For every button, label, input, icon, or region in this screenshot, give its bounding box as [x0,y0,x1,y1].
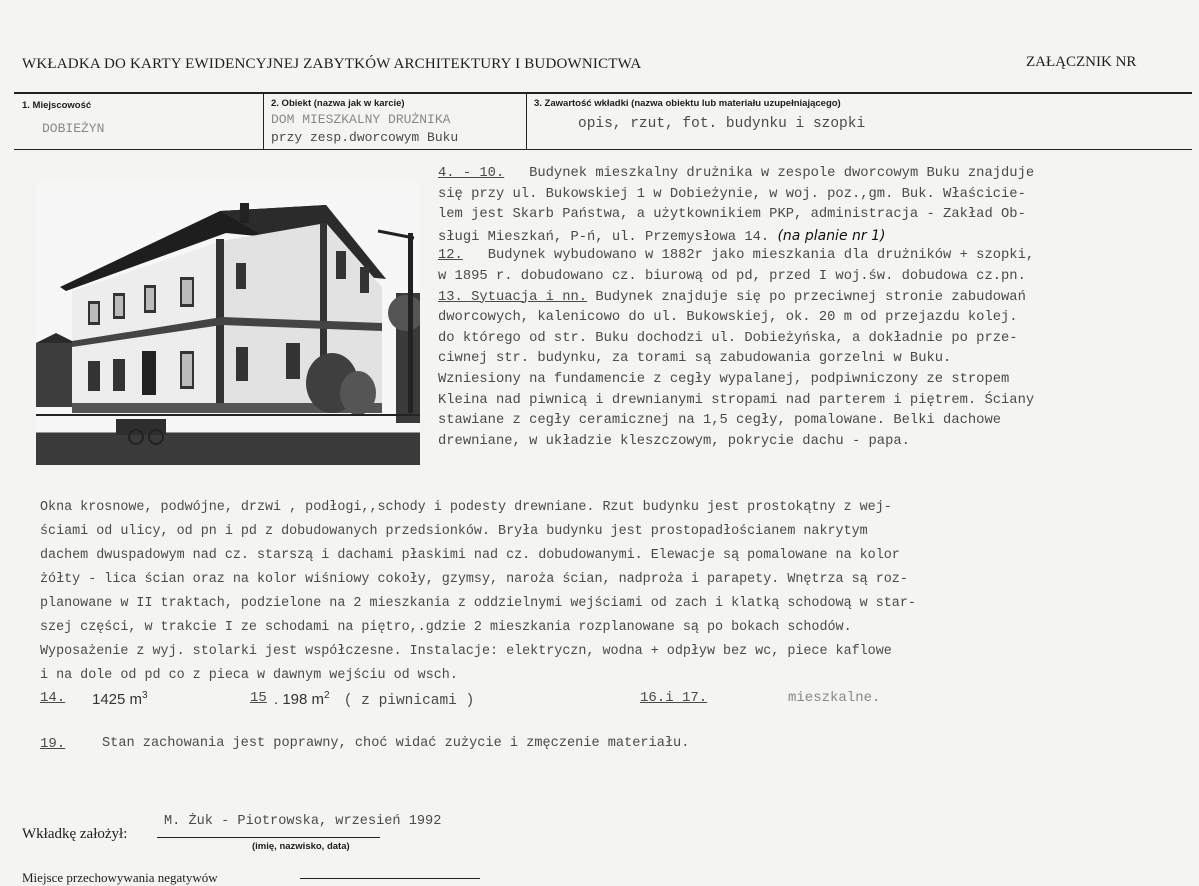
metric-16-17-number: 16.i 17. [640,690,708,706]
negatives-line [300,878,480,879]
text-line: Budynek znajduje się po przeciwnej stronie zabudowań [595,289,1026,305]
metric-15-label: 15 [250,690,267,706]
author-caption: (imię, nazwisko, data) [252,841,350,852]
text-line: Wzniesiony na fundamencie z cegły wypalanej, podpiwniczony ze stropem [438,372,1010,387]
section-number-4-10: 4. - 10. [438,166,505,181]
state-text: Stan zachowania jest poprawny, choć widać zużycie i zmęczenie materiału. [102,736,690,751]
text-line: Kleina nad piwnicą i drewnianymi stropami nad parterem i piętrem. Ściany [438,392,1035,408]
state-number-label: 19. [40,736,66,752]
text-line: stawiane z cegły ceramicznej na 1,5 cegły, pomalowane. Belki dachowe [438,413,1002,429]
section-12 [438,246,1034,267]
negatives-location-label: Miejsce przechowywania negatywów [22,870,218,885]
text-line: i na dole od pd co z pieca w dawnym wejściu od wsch. [40,668,458,683]
author-label: Wkładkę założył: [22,826,128,842]
field-locality-label: 1. Miejscowość [22,100,92,111]
field-locality-value: DOBIEŻYN [42,121,105,136]
text-line: się przy ul. Bukowskiej 1 w Dobieżynie, w woj. poz.,gm. Buk. Właściciе- [438,186,1026,202]
state-number [40,736,65,752]
metric-area-value: . 198 m [274,691,325,708]
field-object-label: 2. Obiekt (nazwa jak w karcie) [271,98,405,109]
metric-volume-value: 1425 m [92,691,143,708]
text-line: lem jest Skarb Państwa, a użytkownikiem PKP, administracja - Zakład Ob- [438,207,1026,223]
text-line: Wyposażenie z wyj. stolarki jest współczesne. Instalacje: elektryczn, wodna + odpływ bez wc, piece kaflowe [40,644,892,659]
text-line: do którego od str. Buku dochodzi ul. Dobieżyńska, a dokładnie po prze- [438,330,1018,346]
section-number-13: 13. Sytuacja i nn. [438,289,588,305]
building-photo [36,183,420,465]
text-line: dworcowych, kalenicowo do ul. Bukowskiej, ok. 20 m od przejazdu kolej. [438,310,1018,326]
text-line: planowane w II traktach, podzielone na 2 mieszkania z oddzielnymi wejściami od zach i klatką schodową w star- [40,596,916,611]
metric-15-number [250,690,267,706]
metric-volume-unit-exp: 3 [142,690,148,701]
text-line: szej części, w trakcie I ze schodami na piętro,.gdzie 2 mieszkania rozplanowane są po bokach schodów. [40,620,852,635]
text-line: żółty - lica ścian oraz na kolor wiśniowy cokoły, gzymsy, naroża ścian, nadproża i parapety. Wnętrza są roz- [40,572,908,587]
text-line: ciwnej str. budynku, za torami są zabudowania gorzelni w Buku. [438,351,952,367]
metric-area-note: ( z piwnicami ) [343,693,475,709]
text-line: w 1895 r. dobudowano cz. biurową od pd, przed I woj.św. dobudowa cz.pn. [438,269,1026,284]
text-line: dachem dwuspadowym nad cz. starszą i dachami płaskimi nad cz. dobudowanymi. Elewacje są pomalowane na kolor [40,548,900,563]
header-bottom-rule [14,149,1192,150]
metric-area [274,690,474,709]
header-divider-2 [526,93,527,150]
metric-function: mieszkalne. [788,690,881,706]
header-top-rule [14,92,1192,94]
field-contents-value: opis, rzut, fot. budynku i szopki [578,116,866,132]
text-line: Budynek wybudowano w 1882r jako mieszkania dla drużników + szopki, [487,248,1035,264]
field-object-value-line2: przy zesp.dworcowym Buku [271,130,459,145]
text-line: drewniane, w układzie kleszczowym, pokrycie dachu - papa. [438,433,910,449]
author-line [157,837,380,838]
metric-volume [92,690,148,708]
author-value: M. Żuk - Piotrowska, wrzesień 1992 [164,814,442,829]
text-line: ściami od ulicy, od pn i pd z dobudowanych przedsionków. Bryła budynku jest prostopadłościanem nakrytym [40,524,868,539]
metrics-row [40,690,65,706]
text-line: Okna krosnowe, podwójne, drzwi , podłogi,,schody i podesty drewniane. Rzut budynku jest prostokątny z wej- [40,500,892,515]
field-contents-label: 3. Zawartość wkładki (nazwa obiektu lub materiału uzupełniającego) [534,98,841,109]
text-line: sługi Mieszkań, P-ń, ul. Przemysłowa 14. [438,229,770,245]
metric-area-unit-exp: 2 [324,690,330,701]
metric-16-17 [640,690,707,706]
section-13 [438,288,1026,309]
text-line: Budynek mieszkalny drużnika w zespole dworcowym Buku znajduje [529,166,1035,181]
header-divider-1 [263,93,264,150]
page-title: WKŁADKA DO KARTY EWIDENCYJNEJ ZABYTKÓW ARCHITEKTURY I BUDOWNICTWA [22,56,642,72]
field-object-value-line1: DOM MIESZKALNY DRUŻNIKA [271,112,451,127]
section-number-12: 12. [438,248,463,264]
attachment-number-label: ZAŁĄCZNIK NR [1026,54,1137,70]
section-4-10 [438,164,1034,185]
metric-14-number: 14. [40,690,66,706]
handwritten-plan-note: (na planie nr 1) [777,227,886,244]
